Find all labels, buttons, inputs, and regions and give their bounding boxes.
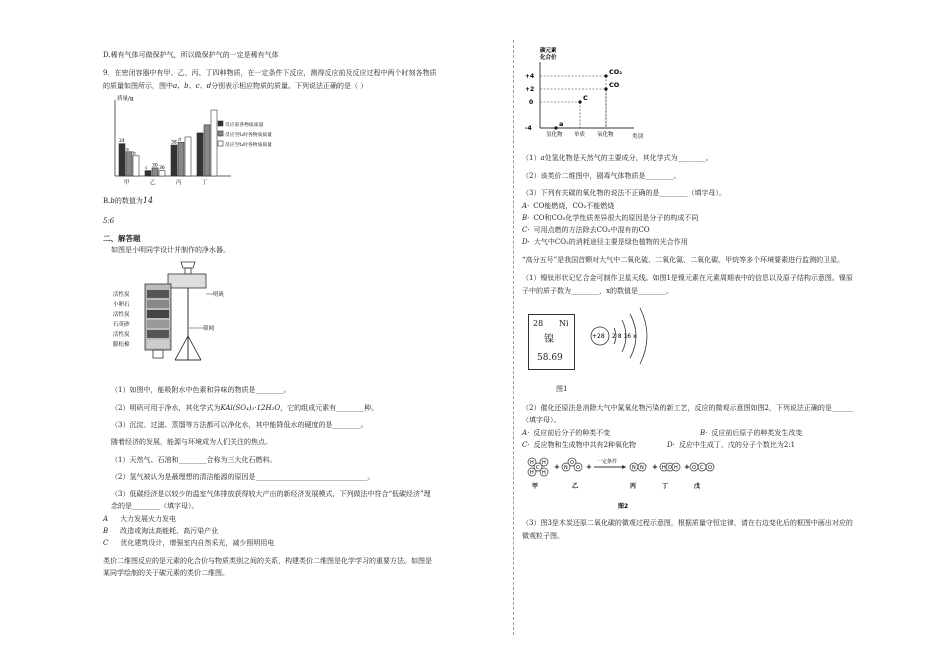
reaction-micro-diagram xyxy=(522,450,722,512)
gaofen-intro: “高分五号”是我国首颗对大气中二氧化硫、二氧化氮、二氧化碳、甲烷等多个环境要素进行监测的卫星。 xyxy=(522,256,845,264)
species-label-jia: 甲 xyxy=(532,483,539,490)
bar-2-2 xyxy=(152,168,158,176)
energy-q1: （1）天然气、石油和________合称为三大化石燃料。 xyxy=(111,456,277,464)
bar-label: 30 xyxy=(152,163,158,169)
column-divider xyxy=(513,40,514,635)
atom-symbol: H xyxy=(530,460,534,466)
ytick-minus4: -4 xyxy=(525,125,532,132)
carbon-q3-line1: （3）图3是木炭还原二氧化碳的微观过程示意图，根据质量守恒定律，请在右边变化后的框图中画出对应的 xyxy=(522,519,853,527)
carbon-q3-line2: 微观粒子图。 xyxy=(522,532,564,540)
ytick-zero: 0 xyxy=(529,99,534,106)
valence-intro-line1: 类价二维图反应的是元素的化合价与物质类别之间的关系，构建类价二维图是化学学习的重要方法。如图是 xyxy=(103,557,432,565)
ni-symbol: Ni xyxy=(559,319,569,328)
legend-swatch xyxy=(218,121,223,126)
layer-5 xyxy=(147,330,169,338)
valence-point-label: CO xyxy=(609,81,620,89)
label-sieve: 筛网 xyxy=(203,326,215,332)
water-purifier-diagram xyxy=(113,256,233,368)
valence-intro-line2: 某同学绘制的关于碳元素的类价二维图。 xyxy=(103,569,229,577)
figure-1-caption: 图1 xyxy=(556,385,568,393)
valence-point-label: C xyxy=(583,94,588,102)
valence-point xyxy=(578,100,581,103)
carbon-valence-chart xyxy=(522,44,672,140)
atom-symbol: H xyxy=(542,460,546,466)
purifier-q3: （3）沉淀、过滤、蒸馏等方法都可以净化水，其中能降低水的硬度的是________。 xyxy=(111,421,368,429)
atom-symbol: C xyxy=(700,465,704,471)
figure-2-caption: 图2 xyxy=(618,503,629,510)
atom-symbol: H xyxy=(674,465,678,471)
species-label-ding: 丁 xyxy=(662,483,669,490)
bar-1-2 xyxy=(126,152,132,176)
legend-entry: 反应前各物质质量 xyxy=(225,123,264,128)
purifier-q2: （2）明矾可用于净水，其化学式为KAl(SO₄)₂·12H₂O，它的组成元素有________种。 xyxy=(111,404,379,412)
q9-ratio: 5:6 xyxy=(103,217,115,225)
shell-electrons: 2 8 16 x xyxy=(612,333,637,340)
species-label-yi: 乙 xyxy=(572,483,579,490)
label-layer-3: 活性炭 xyxy=(113,312,130,318)
bar-3-2 xyxy=(178,142,184,176)
layer-1 xyxy=(147,290,169,298)
bar-1-1 xyxy=(119,144,125,176)
valence-q2: （2）该类价二维图中，剧毒气体物质是________。 xyxy=(522,172,681,180)
energy-option-b: B 改造或淘汰高能耗、高污染产业 xyxy=(103,527,219,535)
atom-symbol: C xyxy=(536,465,540,471)
nickel-q1-line1: （1）镍钛形状记忆合金可制作卫星天线。如图1是镍元素在元素周期表中的信息以及原子结构示意图。镍原 xyxy=(522,274,853,282)
valence-xlabel: 类别 xyxy=(632,134,644,140)
valence-q3-option-d: D· 大气中CO₂的消耗途径主要是绿色植物的光合作用 xyxy=(522,238,688,246)
layer-4 xyxy=(147,320,169,328)
bar-4-1 xyxy=(197,133,203,176)
bar-2-3 xyxy=(159,171,165,176)
bar-label: a xyxy=(126,147,129,153)
energy-option-a: A 大力发展火力发电 xyxy=(103,515,177,523)
atom-symbol: O xyxy=(692,465,696,471)
nickel-q1-line2: 子中的质子数为________，x的数值是________。 xyxy=(522,287,673,295)
layer-2 xyxy=(147,300,169,308)
atom-symbol: O xyxy=(668,465,672,471)
label-layer-1: 活性炭 xyxy=(113,292,130,298)
bar-3-1 xyxy=(171,145,177,176)
legend-entry: 反应至t₁时各物质质量 xyxy=(225,133,272,138)
nickel-element-tile xyxy=(528,314,575,370)
catalysis-option-b: B· 反应前后原子的种类发生改变 xyxy=(700,429,803,437)
xtick-hydride: 氢化物 xyxy=(546,132,563,138)
label-layer-4: 石英砂 xyxy=(113,322,130,328)
nucleus-charge: +28 xyxy=(592,333,605,340)
q9-option-b: B.b的数值为14 xyxy=(103,196,154,205)
valence-q3: （3）下列有关碳的氧化物的说法不正确的是________（填字母）。 xyxy=(522,189,726,197)
legend-entry: 反应至t₂时各物质质量 xyxy=(225,143,272,148)
bar-3-3 xyxy=(185,137,191,176)
bar-label: 24 xyxy=(119,139,125,145)
xtick-element: 单质 xyxy=(574,132,586,138)
atom-symbol: H xyxy=(662,465,666,471)
atom-symbol: N xyxy=(632,465,636,471)
atom-symbol: N xyxy=(640,465,644,471)
energy-option-c: C 优化建筑设计，增强室内自然采光，减少照明用电 xyxy=(103,539,275,547)
atom-symbol: H xyxy=(530,470,534,476)
catalysis-option-c: C· 反应物和生成物中共有2种氧化物 xyxy=(522,441,637,449)
mass-bar-chart xyxy=(103,92,272,192)
plus-sign: + xyxy=(684,463,690,471)
bar-1-3 xyxy=(133,156,139,176)
section-title: 二、解答题 xyxy=(103,234,141,243)
bar-2-1 xyxy=(145,171,151,176)
bar-4-3 xyxy=(211,110,217,176)
bar-4-2 xyxy=(204,125,210,176)
energy-q3-line1: （3）低碳经济是以较少的温室气体排放获得较大产出的新经济发展模式，下列做法中符合“低碳经济”理 xyxy=(111,490,431,498)
plus-sign: + xyxy=(586,463,592,471)
layer-6 xyxy=(147,340,169,348)
ni-name: 镍 xyxy=(544,334,554,345)
purifier-stand-leg-left xyxy=(175,336,188,360)
valence-point xyxy=(604,74,607,77)
label-alum: 明矾 xyxy=(213,292,225,298)
ytick-plus2: +2 xyxy=(525,86,535,93)
bar-label: c xyxy=(145,166,148,172)
q8-option-d: D.稀有气体可做保护气，所以做保护气的一定是稀有气体 xyxy=(103,51,279,59)
reaction-arrowhead xyxy=(622,465,626,469)
energy-intro: 随着经济的发展，能源与环境成为人们关注的焦点。 xyxy=(111,438,272,446)
bar-label: 38 xyxy=(171,140,177,146)
purifier-funnel xyxy=(181,262,195,268)
atom-symbol: N xyxy=(564,465,568,471)
energy-q3-line2: 念的是________（填字母）。 xyxy=(111,502,199,510)
species-label-bing: 丙 xyxy=(630,483,637,490)
bar-category-label: 丁 xyxy=(202,180,208,186)
bar-category-label: 乙 xyxy=(150,180,156,186)
purifier-intro: 如图是小明同学设计并制作的净水器。 xyxy=(111,246,230,254)
atom-symbol: O xyxy=(708,465,712,471)
q9-stem-line2: 的质量如图所示，图中a、b、c、d分别表示相应物质的质量。下列说法正确的是（ ） xyxy=(103,82,368,90)
ni-atomic-number: 28 xyxy=(533,319,544,328)
atom-symbol: O xyxy=(576,465,580,471)
valence-q3-option-a: A· CO能燃烧，CO₂不能燃烧 xyxy=(522,202,615,210)
valence-point-label: a xyxy=(559,120,564,128)
legend-swatch xyxy=(218,141,223,146)
bar-label: 36 xyxy=(159,166,165,172)
valence-ylabel-1: 碳元素 xyxy=(540,48,557,54)
label-layer-6: 膨松棉 xyxy=(113,342,130,348)
plus-sign: + xyxy=(652,463,658,471)
valence-point-label: CO₂ xyxy=(609,68,623,76)
reaction-condition: 一定条件 xyxy=(597,459,618,465)
valence-ylabel-2: 化合价 xyxy=(540,55,557,61)
q9-stem-line1: 9．在密闭容器中有甲、乙、丙、丁四种物质，在一定条件下反应，测得反应前及反应过程中两个时刻各物质 xyxy=(103,69,437,77)
valence-point xyxy=(554,126,557,129)
layer-3 xyxy=(147,310,169,318)
ni-atomic-mass: 58.69 xyxy=(537,353,563,363)
valence-q3-option-b: B· CO和CO₂化学性质差异很大的原因是分子的构成不同 xyxy=(522,214,699,222)
valence-q1: （1）a处氢化物是天然气的主要成分，其化学式为________。 xyxy=(522,154,713,162)
label-layer-5: 活性炭 xyxy=(113,332,130,338)
valence-q3-option-c: C· 可用点燃的方法除去CO₂中混有的CO xyxy=(522,226,650,234)
bar-category-label: 甲 xyxy=(124,180,130,186)
shell-arc-4 xyxy=(640,308,647,364)
xtick-oxide: 氧化物 xyxy=(597,132,614,138)
ytick-plus4: +4 xyxy=(525,73,535,80)
label-layer-2: 小卵石 xyxy=(113,302,130,308)
purifier-alum-box xyxy=(168,274,206,288)
bar-chart-ylabel: 质量/g xyxy=(117,96,134,102)
catalysis-q2-line2: （填字母）。 xyxy=(522,416,561,424)
bar-label: b xyxy=(133,151,136,157)
bar-category-label: 丙 xyxy=(176,180,182,186)
catalysis-q2-line1: （2）催化还原法是消除大气中氮氧化物污染的新工艺，反应的微观示意图如图2，下列说法正确的是______ xyxy=(522,404,853,412)
bar-label: d xyxy=(178,137,181,143)
plus-sign: + xyxy=(554,463,560,471)
energy-q2: （2）氢气被认为是最理想的清洁能源的原因是________________________________。 xyxy=(111,473,375,481)
atom-symbol: O xyxy=(570,460,574,466)
atom-symbol: H xyxy=(542,470,546,476)
catalysis-option-a: A· 反应前后分子的种类不变 xyxy=(522,429,611,437)
purifier-stand-leg-right xyxy=(188,336,201,360)
species-label-wu: 戊 xyxy=(694,483,701,490)
catalysis-option-d: D· 反应中生成丁、戊的分子个数比为2:1 xyxy=(667,441,796,449)
purifier-q1: （1）如图中，能吸附水中色素和异味的物质是________。 xyxy=(111,386,291,394)
purifier-collector xyxy=(153,350,163,358)
legend-swatch xyxy=(218,131,223,136)
nickel-atom-structure xyxy=(588,304,668,368)
purifier-neck xyxy=(185,268,191,274)
